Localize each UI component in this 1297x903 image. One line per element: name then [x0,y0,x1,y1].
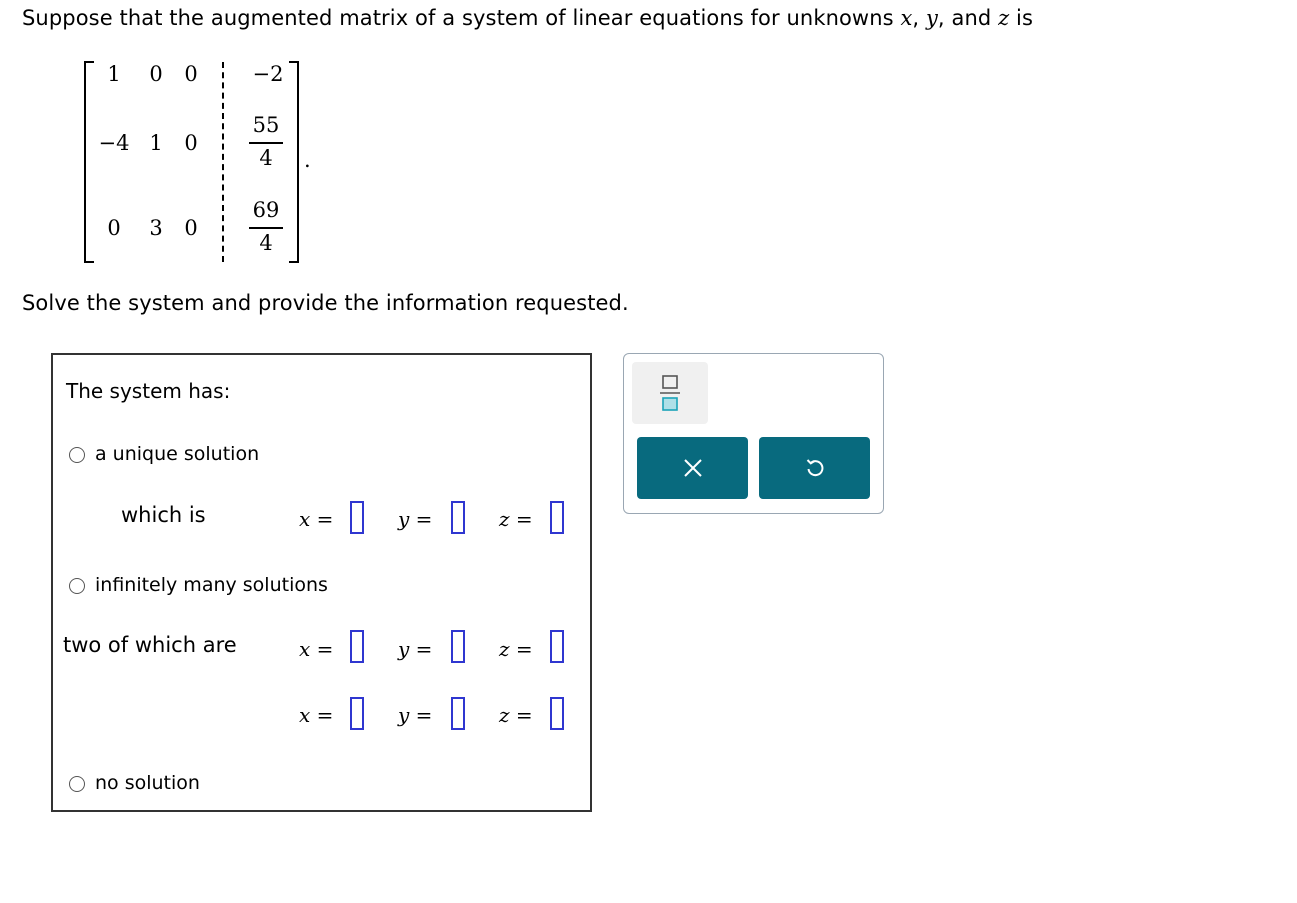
option-infinite-label[interactable]: infinitely many solutions [95,574,328,596]
unique-x-label: x = [299,507,334,531]
matrix-cell: 3 [149,216,163,240]
fraction-denominator: 4 [259,146,273,170]
infinite2-z-input[interactable] [550,697,564,730]
matrix-cell: 1 [149,131,163,155]
infinite1-y-label: y = [398,637,433,661]
clear-button[interactable] [637,437,748,499]
matrix-cell: 0 [184,216,198,240]
unique-y-input[interactable] [451,501,465,534]
var-x: x [900,6,913,30]
infinite2-y-input[interactable] [451,697,465,730]
infinite1-x-label: x = [299,637,334,661]
fraction-numerator: 69 [252,198,280,222]
radio-infinite-solutions[interactable] [69,578,85,594]
infinite1-z-label: z = [499,637,533,661]
option-none-label[interactable]: no solution [95,772,200,794]
answer-heading: The system has: [66,379,231,403]
fraction-icon [632,362,708,424]
fraction-bar [249,142,283,144]
close-icon [682,457,704,479]
fraction-numerator: 55 [252,113,280,137]
infinite1-z-input[interactable] [550,630,564,663]
matrix-right-bracket [289,61,299,263]
radio-unique-solution[interactable] [69,447,85,463]
unique-z-label: z = [499,507,533,531]
matrix-left-bracket [84,61,94,263]
fraction-bar [249,227,283,229]
infinite-which-label: two of which are [63,633,237,657]
matrix-cell: −4 [98,131,130,155]
fraction-button[interactable] [632,362,708,424]
undo-button[interactable] [759,437,870,499]
matrix-cell: 0 [184,62,198,86]
infinite2-x-input[interactable] [350,697,364,730]
question-intro: Suppose that the augmented matrix of a system of linear equations for unknowns x, y, and z is [22,6,1033,30]
infinite2-x-label: x = [299,703,334,727]
fraction-denominator: 4 [259,231,273,255]
matrix-cell: −2 [252,62,284,86]
answer-panel [51,353,592,812]
matrix-period: . [304,148,311,172]
matrix-cell: 0 [184,131,198,155]
augment-divider [222,62,224,262]
radio-no-solution[interactable] [69,776,85,792]
unique-z-input[interactable] [550,501,564,534]
matrix-cell: 0 [149,62,163,86]
unique-x-input[interactable] [350,501,364,534]
infinite1-x-input[interactable] [350,630,364,663]
unique-which-label: which is [121,503,206,527]
instruction-text: Solve the system and provide the information requested. [22,291,629,315]
option-unique-label[interactable]: a unique solution [95,443,260,465]
matrix-cell: 0 [107,216,121,240]
infinite1-y-input[interactable] [451,630,465,663]
var-y: y [925,6,938,30]
tools-palette [623,353,884,514]
undo-icon [804,457,826,479]
infinite2-z-label: z = [499,703,533,727]
matrix-cell: 1 [107,62,121,86]
infinite2-y-label: y = [398,703,433,727]
var-z: z [998,6,1010,30]
unique-y-label: y = [398,507,433,531]
